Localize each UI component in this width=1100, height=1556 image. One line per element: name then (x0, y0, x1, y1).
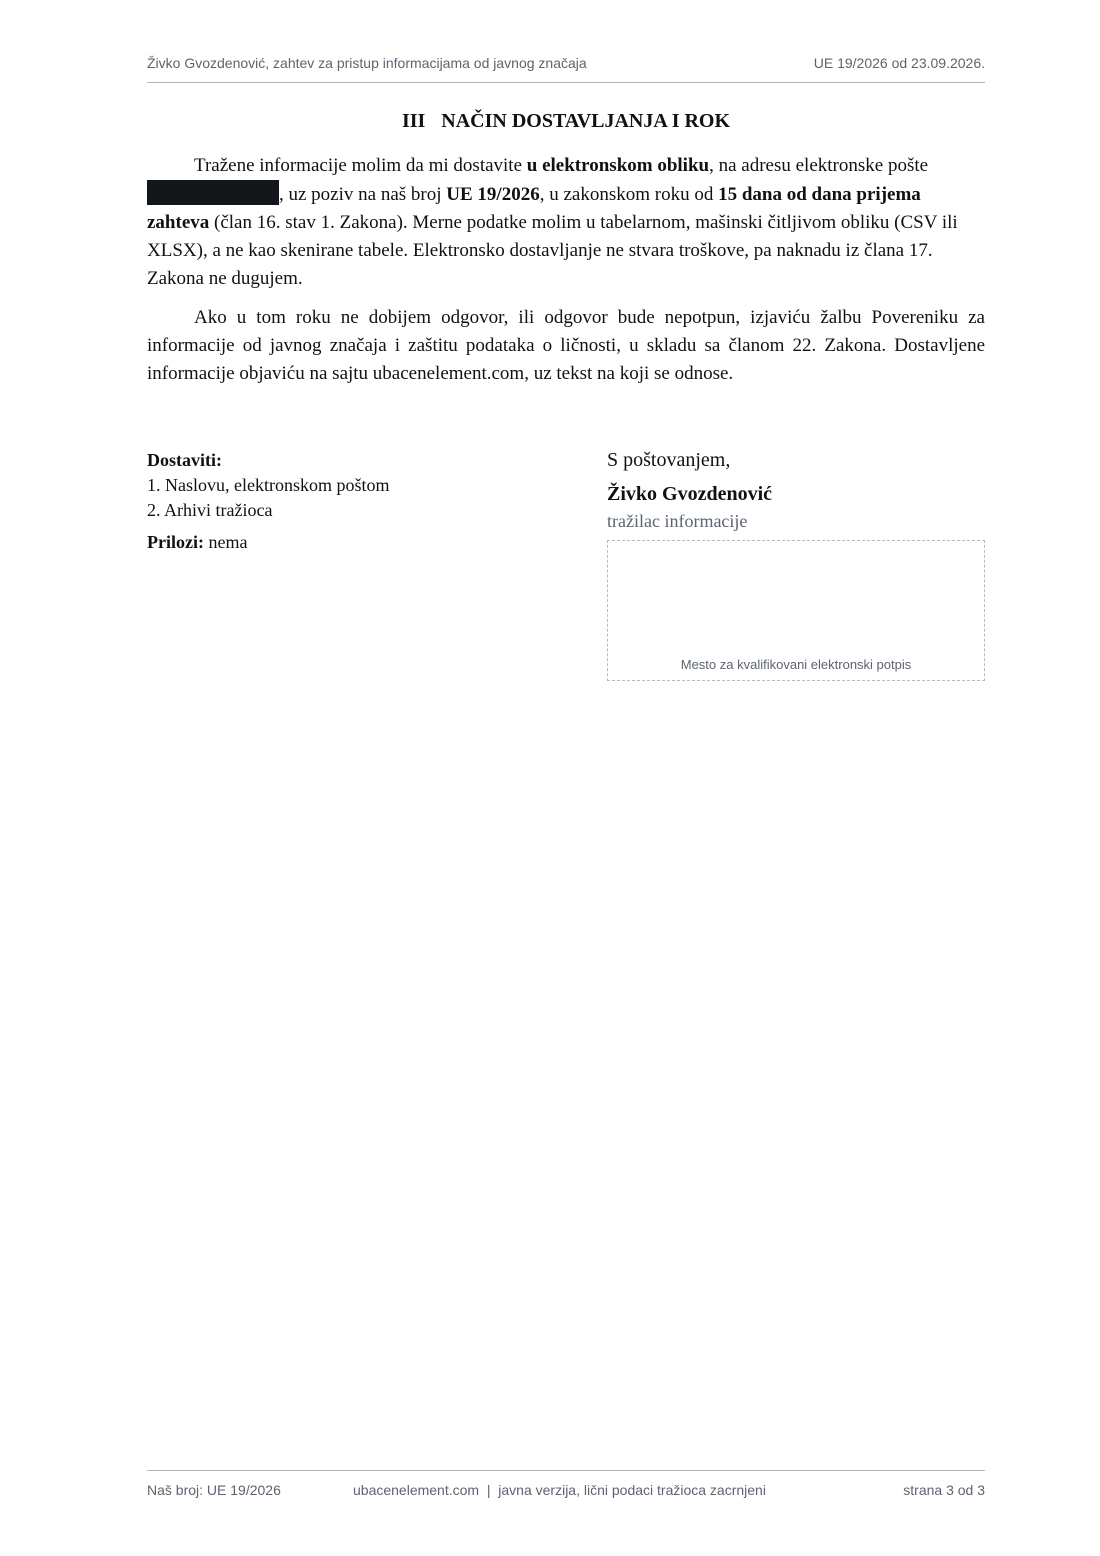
attachments-line (147, 530, 567, 555)
closing-block (607, 446, 985, 681)
attachments-value: nema (203, 532, 248, 552)
closing-greeting: S poštovanjem, (607, 449, 731, 471)
running-header (147, 52, 985, 83)
reference-number: UE 19/2026 (446, 184, 540, 205)
section-number: III (401, 110, 426, 132)
redacted-email (147, 180, 279, 205)
delivery-block (147, 448, 567, 555)
signature-box[interactable] (607, 540, 985, 681)
paragraph-text: , u zakonskom roku od (539, 184, 719, 205)
footer-site-note: ubacenelement.com | javna verzija, lični podaci tražioca zacrnjeni (353, 1482, 766, 1498)
signer-role: tražilac informacije (607, 511, 748, 531)
delivery-item: 2. Arhivi tražioca (147, 500, 273, 520)
deadline-emphasis: 15 dana od dana prijema zahteva (147, 184, 921, 233)
page-number: strana 3 od 3 (903, 1482, 985, 1498)
document-page (147, 0, 985, 1556)
appeal-paragraph: Ako u tom roku ne dobijem odgovor, ili odgovor bude nepotpun, izjaviću žalbu Povereniku za informacije od javnog značaja i zaštitu podataka o ličnosti, u skladu sa članom 22. Zakona. Dostavljene informacije objaviću na sajtu ubacenelement.com, uz tekst na koji se odnose. (147, 307, 985, 384)
attachments-label: Prilozi: (147, 532, 204, 552)
header-title: Živko Gvozdenović, zahtev za pristup informacijama od javnog značaja (147, 55, 587, 71)
section-heading (147, 110, 985, 133)
paragraph-text: , na adresu elektronske pošte (709, 155, 929, 176)
running-footer (147, 1470, 985, 1501)
section-title: NAČIN DOSTAVLJANJA I ROK (441, 110, 731, 132)
footer-reference: Naš broj: UE 19/2026 (147, 1482, 281, 1498)
paragraph-text: , uz poziv na naš broj (279, 184, 447, 205)
signer-name: Živko Gvozdenović (607, 483, 773, 505)
header-reference: UE 19/2026 od 23.09.2026. (813, 55, 985, 71)
delivery-item: 1. Naslovu, elektronskom poštom (147, 475, 390, 495)
delivery-label: Dostaviti: (147, 450, 222, 470)
paragraph-emphasis: u elektronskom obliku (526, 155, 710, 176)
delivery-paragraph (147, 152, 985, 293)
paragraph-text: (član 16. stav 1. Zakona). Merne podatke molim u tabelarnom, mašinski čitljivom obliku (CSV ili XLSX), a ne kao skenirane tabele. Elektronsko dostavljanje ne stvara troškove, pa naknadu iz člana 17. Zakona ne dugujem. (147, 212, 958, 289)
signature-note: Mesto za kvalifikovani elektronski potpis (680, 657, 912, 672)
paragraph-text: Tražene informacije molim da mi dostavite (194, 155, 527, 176)
